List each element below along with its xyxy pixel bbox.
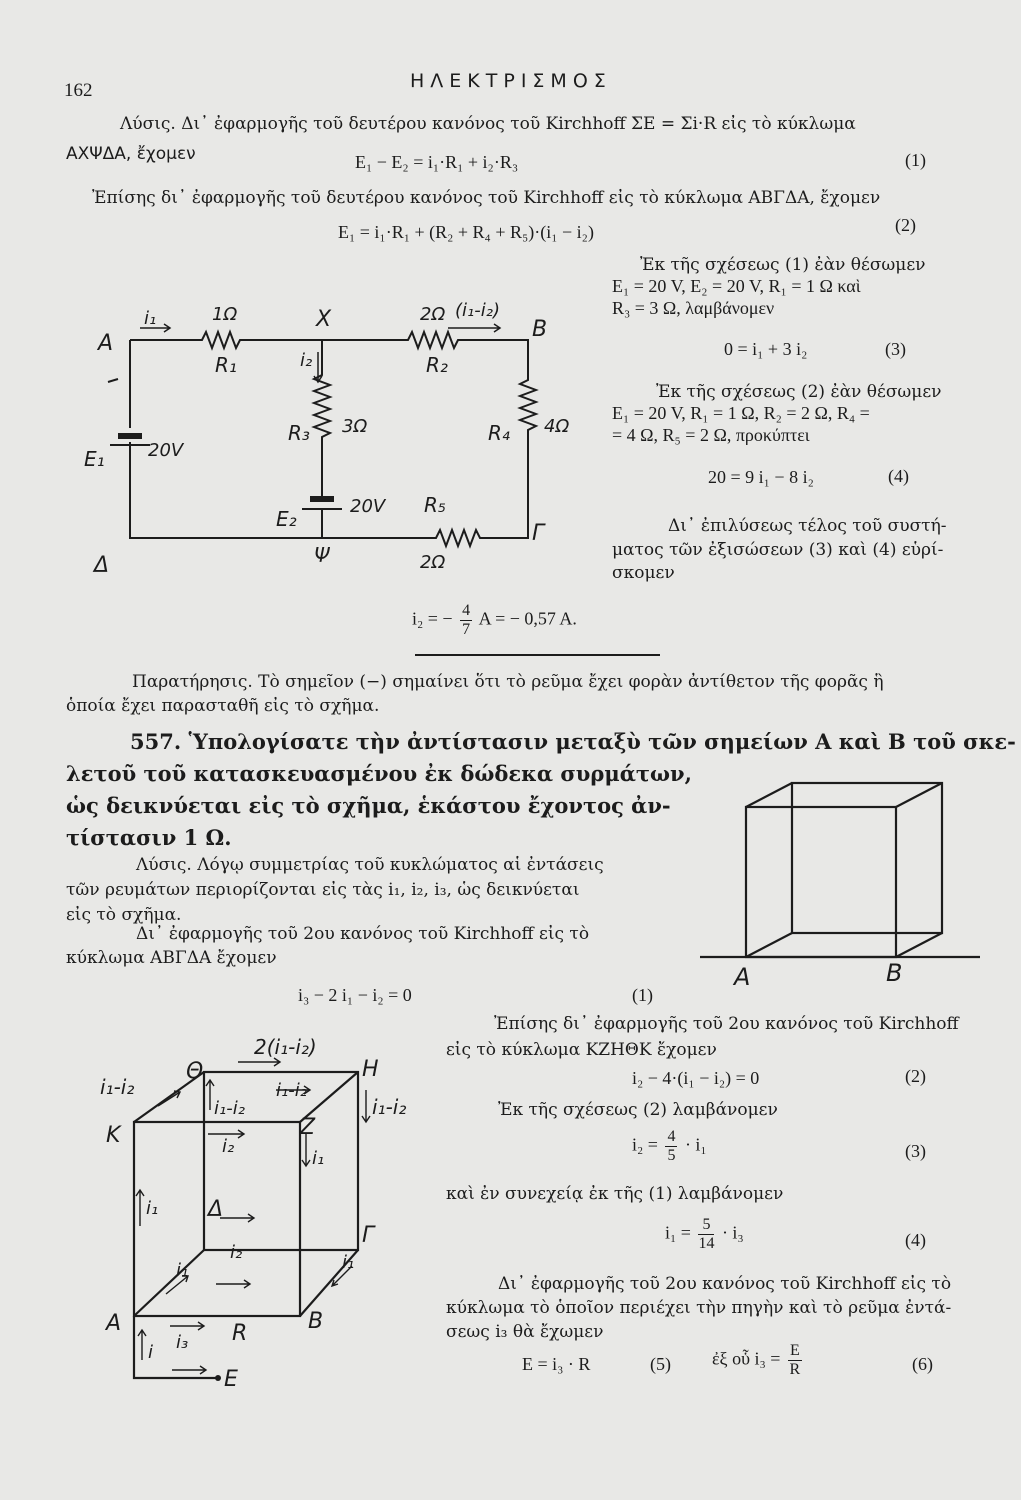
sol2-equation-1: i₃ − 2 i₁ − i₂ = 0: [298, 985, 412, 1005]
cube-diagram: [700, 775, 1000, 995]
R5-value: 2Ω: [420, 552, 446, 573]
equation-1-number: (1): [905, 150, 926, 170]
R2-label: R₂: [426, 353, 448, 377]
current-i1-i2-label: (i₁-i₂): [455, 300, 500, 321]
cube2-node-B: B: [308, 1309, 324, 1334]
right-text-2: E₁ = 20 V, E₂ = 20 V, R₁ = 1 Ω καὶ: [612, 276, 861, 296]
R4-value: 4Ω: [544, 416, 570, 437]
cube2-label-R: R: [232, 1321, 248, 1346]
sol2-right-6: κύκλωμα τὸ ὁποῖον περιέχει τὴν πηγὴν καὶ τὸ ρεῦμα ἐντά-: [446, 1298, 952, 1318]
problem-line-3: ὡς δεικνύεται εἰς τὸ σχῆμα, ἑκάστου ἔχοντος ἀν-: [66, 793, 671, 818]
sol2-right-7: σεως i₃ θὰ ἔχωμεν: [446, 1322, 604, 1342]
R1-label: R₁: [215, 353, 237, 377]
problem-line-1: 557. Ὑπολογίσατε τὴν ἀντίστασιν μεταξὺ τῶν σημείων Α καὶ Β τοῦ σκε-: [130, 729, 1016, 754]
sol2-equation-3: i₂ = $\frac{4}{5}$ · i₁: [632, 1128, 707, 1164]
equation-3: 0 = i₁ + 3 i₂: [724, 339, 808, 359]
E2-label: E₂: [276, 507, 297, 531]
cube2-node-K: K: [106, 1123, 121, 1148]
sol2-line-2: τῶν ρευμάτων περιορίζονται εἰς τὰς i₁, i₂, i₃, ὡς δεικνύεται: [66, 880, 580, 900]
cube2-label-2i1i2: 2(i₁-i₂): [254, 1035, 317, 1059]
current-i1-label: i₁: [144, 308, 157, 329]
current-i2-label: i₂: [300, 350, 313, 371]
cube2-label-i1i2-top: i₁-i₂: [276, 1080, 307, 1101]
R1-value: 1Ω: [212, 304, 238, 325]
sol2-line-5: κύκλωμα ΑΒΓΔΑ ἔχομεν: [66, 948, 277, 968]
cube2-label-i1-right: i₁: [342, 1252, 355, 1273]
cube2-label-i2-bottom: i₂: [230, 1242, 243, 1263]
cube2-label-i1i2-left: i₁-i₂: [100, 1075, 135, 1099]
problem-line-2: λετοῦ τοῦ κατασκευασμένου ἐκ δώδεκα συρμάτων,: [66, 761, 692, 786]
solution-intro-2: ΑΧΨΔΑ, ἔχομεν: [66, 144, 196, 164]
cube2-label-i1-bottom: i₁: [176, 1260, 189, 1281]
equation-2: E₁ = i₁·R₁ + (R₂ + R₄ + R₅)·(i₁ − i₂): [338, 222, 594, 242]
R3-value: 3Ω: [342, 416, 368, 437]
cube2-node-D: Δ: [208, 1197, 224, 1222]
equation-4: 20 = 9 i₁ − 8 i₂: [708, 467, 814, 487]
sol2-equation-2-number: (2): [905, 1066, 926, 1086]
note-line-2: ὁποία ἔχει παρασταθῆ εἰς τὸ σχῆμα.: [66, 696, 380, 716]
circuit-diagram: [80, 290, 570, 590]
node-G: Γ: [532, 521, 545, 546]
right-text-3: R₃ = 3 Ω, λαμβάνομεν: [612, 298, 775, 318]
battery-E1: [118, 433, 142, 439]
E1-label: E₁: [84, 447, 105, 471]
sol2-right-1: Ἐπίσης δι᾽ ἐφαρμογῆς τοῦ 2ου κανόνος τοῦ Kirchhoff: [494, 1014, 959, 1034]
cube-point-B: B: [886, 959, 903, 987]
cube2-node-A: A: [106, 1311, 122, 1336]
sol2-equation-6: ἐξ οὗ i₃ = $\frac{E}{R}$: [712, 1342, 801, 1378]
cube-point-A: A: [734, 963, 751, 991]
result-equation: i₂ = − $\frac{4}{7}$ A = − 0,57 A.: [412, 602, 577, 638]
R3-label: R₃: [288, 421, 310, 445]
sol2-equation-4-number: (4): [905, 1230, 926, 1250]
sol2-line-3: εἰς τὸ σχῆμα.: [66, 905, 182, 925]
divider-line: [415, 654, 660, 656]
sol2-equation-5-number: (5): [650, 1354, 671, 1374]
sol2-right-3: Ἐκ τῆς σχέσεως (2) λαμβάνομεν: [498, 1100, 778, 1120]
page-number: 162: [64, 80, 93, 101]
sol2-equation-1-number: (1): [632, 985, 653, 1005]
sol2-equation-4: i₁ = $\frac{5}{14}$ · i₃: [665, 1216, 744, 1252]
page-title: ΗΛΕΚΤΡΙΣΜΟΣ: [410, 70, 612, 92]
cube-currents-diagram: [94, 1030, 434, 1390]
right-text-1: Ἐκ τῆς σχέσεως (1) ἐὰν θέσωμεν: [640, 255, 926, 275]
equation-3-number: (3): [885, 339, 906, 359]
R4-label: R₄: [488, 421, 510, 445]
sol2-equation-3-number: (3): [905, 1141, 926, 1161]
cube2-label-i1i2-inner: i₁-i₂: [214, 1098, 245, 1119]
right-text-9: σκομεν: [612, 563, 675, 583]
cube2-label-i: i: [148, 1342, 154, 1363]
node-B: B: [532, 317, 548, 342]
cube2-label-i1-left: i₁: [146, 1198, 159, 1219]
sol2-line-4: Δι᾽ ἐφαρμογῆς τοῦ 2ου κανόνος τοῦ Kirchhoff εἰς τὸ: [136, 924, 590, 944]
sol2-right-4: καὶ ἐν συνεχείᾳ ἐκ τῆς (1) λαμβάνομεν: [446, 1184, 784, 1204]
cube2-label-i1-Z: i₁: [312, 1148, 325, 1169]
sol2-right-5: Δι᾽ ἐφαρμογῆς τοῦ 2ου κανόνος τοῦ Kirchhoff εἰς τὸ: [498, 1274, 952, 1294]
also-line: Ἐπίσης δι᾽ ἐφαρμογῆς τοῦ δευτέρου κανόνος τοῦ Kirchhoff εἰς τὸ κύκλωμα ΑΒΓΔΑ, ἔχομεν: [92, 188, 881, 208]
cube2-node-Theta: Θ: [186, 1059, 204, 1084]
right-text-4: Ἐκ τῆς σχέσεως (2) ἐὰν θέσωμεν: [656, 382, 942, 402]
cube2-label-i2-top: i₂: [222, 1136, 235, 1157]
note-line-1: Παρατήρησις. Τὸ σημεῖον (−) σημαίνει ὅτι τὸ ρεῦμα ἔχει φορὰν ἀντίθετον τῆς φορᾶς ἣ: [132, 672, 884, 692]
problem-line-4: τίστασιν 1 Ω.: [66, 825, 232, 850]
R2-value: 2Ω: [420, 304, 446, 325]
sol2-line-1: Λύσις. Λόγῳ συμμετρίας τοῦ κυκλώματος αἱ ἐντάσεις: [136, 855, 604, 875]
node-X: X: [316, 307, 332, 332]
right-text-8: ματος τῶν ἐξισώσεων (3) καὶ (4) εὑρί-: [612, 540, 944, 560]
sol2-equation-6-number: (6): [912, 1354, 933, 1374]
E1-value: 20V: [148, 440, 184, 461]
cube2-node-H: H: [362, 1057, 379, 1082]
equation-4-number: (4): [888, 466, 909, 486]
equation-1: E₁ − E₂ = i₁·R₁ + i₂·R₃: [355, 152, 519, 172]
R5-label: R₅: [424, 493, 446, 517]
cube2-node-E: E: [224, 1367, 238, 1390]
sol2-right-2: εἰς τὸ κύκλωμα ΚΖΗΘΚ ἔχομεν: [446, 1040, 717, 1060]
right-text-7: Δι᾽ ἐπιλύσεως τέλος τοῦ συστή-: [668, 516, 947, 536]
sol2-equation-2: i₂ − 4·(i₁ − i₂) = 0: [632, 1068, 760, 1088]
right-text-6: = 4 Ω, R₅ = 2 Ω, προκύπτει: [612, 425, 810, 445]
cube2-label-i3: i₃: [176, 1332, 189, 1353]
right-text-5: E₁ = 20 V, R₁ = 1 Ω, R₂ = 2 Ω, R₄ =: [612, 403, 870, 423]
node-Psi: Ψ: [314, 543, 330, 567]
equation-2-number: (2): [895, 215, 916, 235]
cube2-node-G: Γ: [362, 1223, 375, 1248]
sol2-equation-5: E = i₃ · R: [522, 1354, 591, 1374]
solution-intro: Λύσις. Δι᾽ ἐφαρμογῆς τοῦ δευτέρου κανόνος τοῦ Kirchhoff ΣE = Σi·R εἰς τὸ κύκλωμα: [120, 114, 856, 134]
E2-value: 20V: [350, 496, 386, 517]
cube2-node-Z: Z: [300, 1115, 316, 1140]
battery-E2: [310, 496, 334, 502]
node-A: A: [98, 331, 114, 356]
node-D: Δ: [94, 553, 110, 578]
cube2-label-i1i2-right: i₁-i₂: [372, 1095, 407, 1119]
